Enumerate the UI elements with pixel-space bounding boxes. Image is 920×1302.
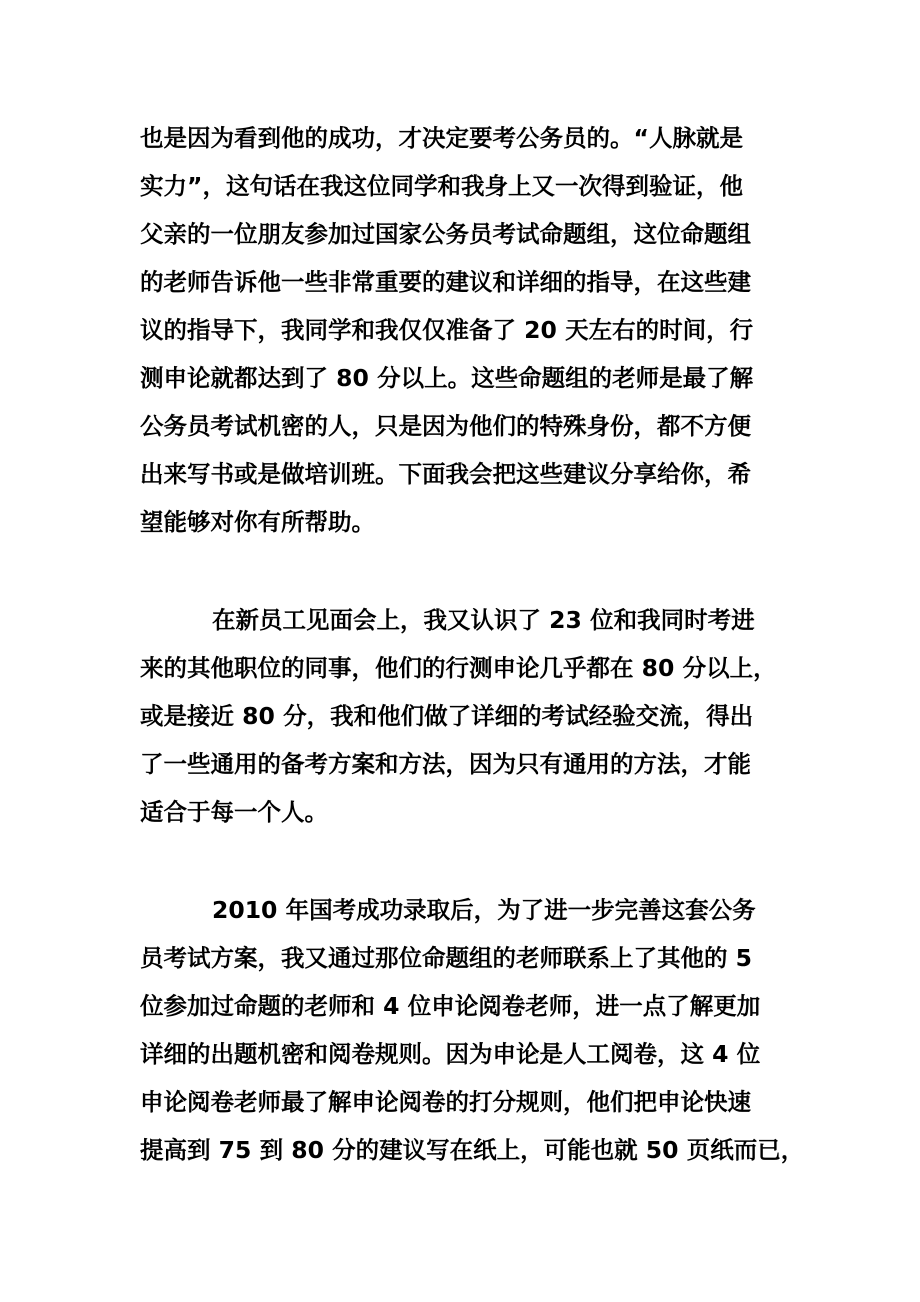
text-line: 也是因为看到他的成功，才决定要考公务员的。“人脉就是	[140, 124, 743, 152]
paragraph-3	[140, 886, 805, 1174]
text-line-indented: 2010 年国考成功录取后，为了进一步完善这套公务	[212, 896, 756, 924]
paragraph-2	[140, 596, 800, 836]
text-line: 公务员考试机密的人，只是因为他们的特殊身份，都不方便	[140, 412, 751, 440]
text-line: 适合于每一个人。	[140, 798, 328, 826]
paragraph-1	[140, 114, 800, 546]
text-line: 来的其他职位的同事，他们的行测申论几乎都在 80 分以上，	[140, 654, 777, 682]
text-line: 的老师告诉他一些非常重要的建议和详细的指导，在这些建	[140, 268, 751, 296]
text-line: 实力”，这句话在我这位同学和我身上又一次得到验证，他	[140, 172, 743, 200]
text-line: 提高到 75 到 80 分的建议写在纸上，可能也就 50 页纸而已，	[140, 1136, 805, 1164]
text-line: 了一些通用的备考方案和方法，因为只有通用的方法，才能	[140, 750, 751, 778]
text-line: 申论阅卷老师最了解申论阅卷的打分规则，他们把申论快速	[140, 1088, 751, 1116]
text-line: 详细的出题机密和阅卷规则。因为申论是人工阅卷，这 4 位	[140, 1040, 761, 1068]
text-line: 父亲的一位朋友参加过国家公务员考试命题组，这位命题组	[140, 220, 751, 248]
text-line: 议的指导下，我同学和我仅仅准备了 20 天左右的时间，行	[140, 316, 754, 344]
text-line: 或是接近 80 分，我和他们做了详细的考试经验交流，得出	[140, 702, 754, 730]
text-line: 出来写书或是做培训班。下面我会把这些建议分享给你，希	[140, 460, 751, 488]
text-line: 测申论就都达到了 80 分以上。这些命题组的老师是最了解	[140, 364, 754, 392]
text-line: 位参加过命题的老师和 4 位申论阅卷老师，进一点了解更加	[140, 992, 761, 1020]
text-line: 望能够对你有所帮助。	[140, 508, 375, 536]
text-line-indented: 在新员工见面会上，我又认识了 23 位和我同时考进	[212, 606, 755, 634]
text-line: 员考试方案，我又通过那位命题组的老师联系上了其他的 5	[140, 944, 753, 972]
